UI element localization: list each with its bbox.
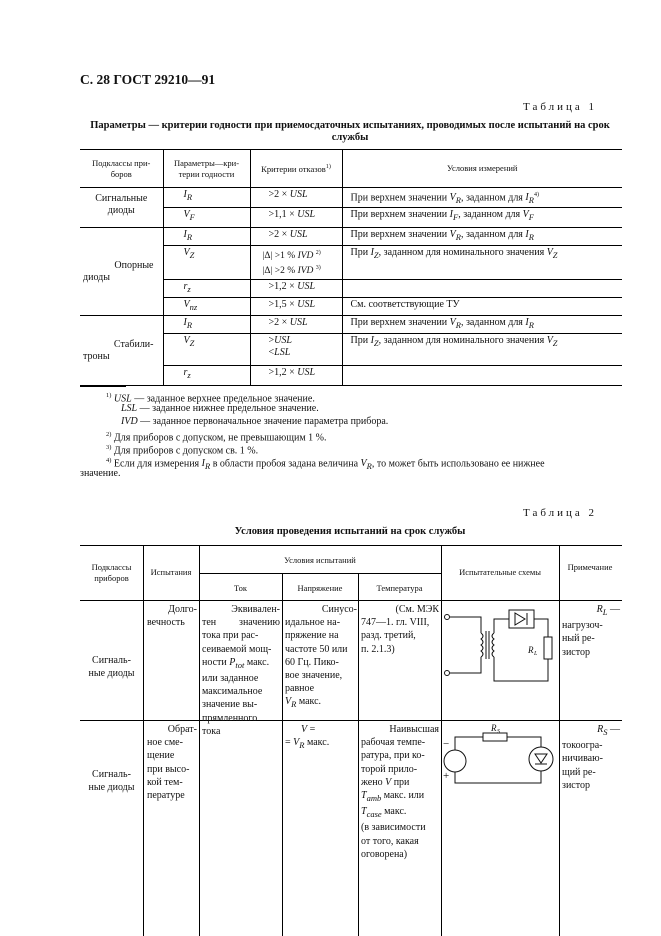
test-circuit-1: [441, 603, 559, 693]
t2-r2-test: Обрат- ное сме- щение при высо- кой тем- пературе: [147, 724, 197, 802]
t1-param: $V_Z$: [163, 246, 250, 280]
t2-rule-header: [80, 600, 622, 601]
footnote-4: $^{4)}$ Если для измерения $I_R$ в области пробоя задана величина $V_R$, то может быть использовано ее нижнее: [106, 457, 545, 472]
table2-title: Условия проведения испытаний на срок службы: [234, 526, 466, 537]
t1-subclass-stabilitron: Стабили- троны: [80, 316, 163, 386]
t2-col-note: Примечание: [567, 562, 613, 572]
t1-condition: При $I_Z$, заданном для номинального значения $V_Z$: [342, 246, 622, 280]
footnote-rule: [80, 386, 126, 387]
t2-col-schemes: Испытательные схемы: [459, 567, 541, 577]
footnote-1b: LSL — заданное нижнее предельное значение.: [121, 403, 319, 414]
t1-condition: [342, 280, 622, 298]
t2-r1-note: $R_L$ — нагрузоч- ный ре- зистор: [562, 604, 620, 658]
t1-col-criterion: Критерии отказов$^{1)}$: [250, 150, 342, 188]
t2-col-subclass: Подклассы приборов: [91, 562, 132, 583]
page-header: С. 28 ГОСТ 29210—91: [80, 72, 216, 87]
table1: [80, 149, 622, 386]
r1-label: R: [528, 645, 534, 655]
t2-r1-voltage: Синусо- идальное на- пряжение на частоте 50 или 60 Гц. Пико- вое значение, равное $V_R$ макс.: [285, 604, 357, 710]
table1-title: Параметры — критерии годности при приемосдаточных испытаниях, проводимых после испытаний на срок службы: [90, 120, 610, 143]
t2-r1-temperature: (См. МЭК 747—1. гл. VIII, разд. третий, п. 2.1.3): [361, 604, 439, 655]
t1-condition: При верхнем значении $I_F$, заданном для $V_F$: [342, 208, 622, 228]
t1-col-subclass: Подклассы при- боров: [80, 150, 163, 188]
t2-col-current: Ток: [234, 583, 247, 593]
t2-col-temperature: Температура: [376, 583, 423, 593]
t2-r2-note: $R_S$ — токоогра- ничиваю- щий ре- зистор: [562, 724, 620, 791]
t2-rule-row1: [80, 720, 622, 721]
t1-criterion: >1,5 × USL: [250, 298, 342, 316]
footnote-1c: IVD — заданное первоначальное значение параметра прибора.: [121, 416, 389, 427]
t1-criterion: >2 × USL: [250, 316, 342, 334]
r2-label: R: [491, 723, 497, 733]
t2-r1-current: Эквивален- тен значению тока при рас- сеиваемой мощ- ности $P_{tot}$ макс. или заданное максимальное значение вы- прямленного тока: [202, 604, 280, 737]
t1-col-condition: Условия измерений: [447, 163, 518, 173]
t2-col-voltage: Напряжение: [297, 583, 343, 593]
t1-criterion: >2 × USL: [250, 188, 342, 208]
t2-col-conditions: Условия испытаний: [284, 555, 356, 565]
t1-criterion: >USL <LSL: [250, 334, 342, 366]
t1-subclass-reference: Опорные диоды: [80, 228, 163, 316]
footnote-4b: значение.: [80, 468, 121, 479]
svg-text:−: −: [443, 738, 450, 750]
t2-vline: [199, 545, 200, 936]
t1-param: $I_R$: [163, 188, 250, 208]
t1-param: $V_Z$: [163, 334, 250, 366]
t1-condition: При верхнем значении $V_R$, заданном для $I_R$: [350, 229, 534, 243]
t1-criterion: >1,1 × USL: [250, 208, 342, 228]
t1-param: $V_F$: [163, 208, 250, 228]
t1-param: $r_z$: [163, 280, 250, 298]
svg-text:L: L: [534, 651, 538, 657]
t1-condition: При $I_Z$, заданном для номинального значения $V_Z$: [342, 334, 622, 366]
t2-r2-temperature: Наивысшая рабочая темпе- ратура, при ко- торой прило- жено V при $T_{amb}$ макс. или $T_{case}$ макс. (в зависимости от того, какая оговорена): [361, 724, 439, 860]
svg-text:+: +: [443, 770, 450, 782]
t1-condition: При верхнем значении $V_R$, заданном для $I_R$: [350, 317, 534, 331]
t1-param: $V_{nz}$: [163, 298, 250, 316]
t2-r1-test: Долго- вечность: [147, 604, 197, 629]
footnote-2: $^{2)}$ Для приборов с допуском, не превышающим 1 %.: [106, 431, 327, 444]
t2-r2-voltage: V = = $V_R$ макс.: [285, 724, 330, 751]
table1-caption: Таблица 1: [523, 101, 598, 113]
t2-rule-sub: [199, 573, 441, 574]
svg-text:S: S: [497, 729, 500, 735]
t1-param: $r_z$: [163, 366, 250, 386]
t1-subclass-signal: Сигнальные диоды: [80, 188, 163, 228]
t2-r1-subclass: Сигналь- ные диоды: [88, 655, 135, 680]
t2-vline: [282, 573, 283, 936]
t2-col-test: Испытания: [150, 567, 192, 577]
t2-vline: [559, 545, 560, 936]
t2-rule-top: [80, 545, 622, 546]
test-circuit-2: [441, 723, 559, 793]
t1-criterion: >1,2 × USL: [250, 366, 342, 386]
footnote-1: $^{1)}$ USL — заданное верхнее предельное значение.: [106, 392, 315, 405]
t2-r2-subclass: Сигналь- ные диоды: [88, 769, 135, 794]
t2-vline: [143, 545, 144, 936]
t1-criterion: |Δ| >1 % IVD $^{2)}$ |Δ| >2 % IVD $^{3)}$: [250, 246, 342, 280]
t1-criterion: >2 × USL: [250, 228, 342, 246]
t1-condition: См. соответствующие ТУ: [342, 298, 622, 316]
table2-caption: Таблица 2: [523, 507, 598, 519]
t1-param: $I_R$: [163, 228, 250, 246]
footnote-3: $^{3)}$ Для приборов с допуском св. 1 %.: [106, 444, 259, 457]
t1-criterion: >1,2 × USL: [250, 280, 342, 298]
t1-col-param: Параметры—кри- терии годности: [163, 150, 250, 188]
t1-param: $I_R$: [163, 316, 250, 334]
t1-condition: При верхнем значении $V_R$, заданном для $I_R^{4)}$: [350, 192, 539, 206]
t2-vline: [358, 573, 359, 936]
t1-condition: [342, 366, 622, 386]
